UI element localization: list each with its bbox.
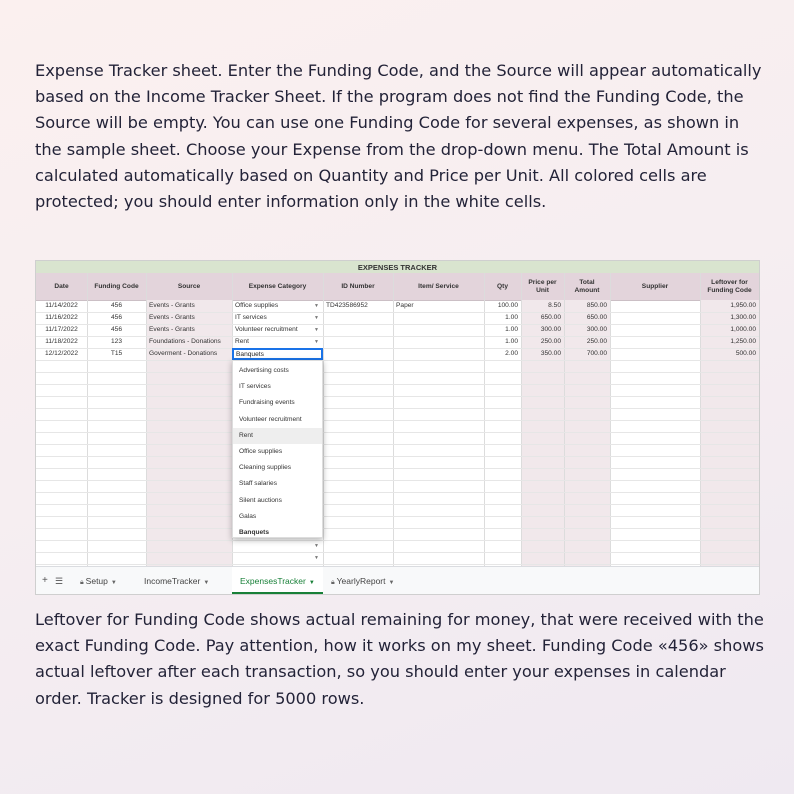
cell-funding-code[interactable]: 456 [110,326,122,333]
dropdown-option[interactable]: Galas [239,512,257,520]
dropdown-arrow-icon[interactable]: ▼ [314,543,319,549]
cell-funding-code[interactable]: 456 [110,314,122,321]
cell-id-number[interactable] [323,348,393,360]
chevron-down-icon[interactable]: ▼ [203,580,210,586]
cell-date[interactable]: 12/12/2022 [44,350,78,357]
dropdown-option[interactable]: Silent auctions [239,496,282,504]
sheet-tab-yearlyreport[interactable] [331,567,394,595]
cell-qty[interactable]: 2.00 [505,350,518,357]
cell-supplier[interactable] [610,300,700,312]
lock-icon: 🔒︎ [331,579,337,586]
cell-total-amount[interactable]: 250.00 [586,338,607,345]
chevron-down-icon[interactable]: ▼ [110,580,117,586]
cell-price-per-unit[interactable]: 250.00 [540,338,561,345]
cell-leftover[interactable]: 1,950.00 [730,302,756,309]
sheet-tab-label: ExpensesTracker [240,576,306,586]
header-id-number: ID Number [341,282,375,290]
dropdown-option[interactable]: Rent [233,428,322,444]
cell-leftover[interactable]: 1,250.00 [730,338,756,345]
cell-price-per-unit[interactable]: 8.50 [548,302,561,309]
cell-leftover[interactable]: 1,000.00 [730,326,756,333]
cell-item-service[interactable] [393,324,484,336]
header-item-service: Item/ Service [418,282,459,290]
dropdown-option[interactable]: Advertising costs [239,367,289,374]
cell-qty[interactable]: 100.00 [497,302,518,309]
header-source: Source [177,282,201,290]
cell-source[interactable]: Events - Grants [149,302,195,309]
cell-date[interactable]: 11/14/2022 [45,302,78,309]
header-supplier: Supplier [641,282,669,290]
dropdown-arrow-icon[interactable]: ▼ [314,315,319,321]
header-leftover: Leftover for Funding Code [707,278,752,294]
sheet-tab-label: IncomeTracker [144,576,201,586]
dropdown-arrow-icon[interactable]: ▼ [314,555,319,561]
dropdown-option[interactable]: Cleaning supplies [239,464,292,472]
cell-item-service[interactable]: Paper [396,302,414,309]
cell-id-number[interactable] [323,336,393,348]
cell-total-amount[interactable]: 850.00 [586,302,607,309]
cell-funding-code[interactable]: T15 [110,350,123,357]
cell-expense-category[interactable]: Volunteer recruitment [235,326,298,333]
dropdown-option[interactable]: IT services [239,383,271,391]
cell-total-amount[interactable]: 700.00 [586,350,607,357]
cell-source[interactable]: Events - Grants [149,326,195,333]
header-funding-code: Funding Code [94,282,139,290]
cell-item-service[interactable] [393,312,484,324]
cell-item-service[interactable] [393,348,484,360]
cell-source[interactable]: Events - Grants [149,314,195,321]
cell-qty[interactable]: 1.00 [505,314,518,321]
active-cell-expense-category[interactable]: Banquets [232,348,323,360]
cell-qty[interactable]: 1.00 [505,326,518,333]
cell-id-number[interactable]: TD423586952 [326,302,368,309]
cell-supplier[interactable] [610,336,700,348]
sheet-title: EXPENSES TRACKER [36,261,759,273]
add-sheet-icon[interactable]: + [42,575,48,586]
all-sheets-icon[interactable]: ☰ [55,576,64,586]
header-price-per-unit: Price per Unit [528,278,557,294]
sheet-tab-incometracker[interactable] [144,567,209,595]
header-date: Date [54,282,69,290]
sheet-tab-bar [36,566,759,595]
cell-supplier[interactable] [610,324,700,336]
expense-category-dropdown[interactable] [232,360,323,538]
dropdown-option[interactable]: Volunteer recruitment [239,415,302,423]
intro-paragraph: Expense Tracker sheet. Enter the Funding Code, and the Source will appear automatically based on the Income Tracker Sheet. If the program does not find the Funding Code, the Source will be empty. You can use one Funding Code for several expenses, as shown in the sample sheet. Choose your Expense from the drop-down menu. The Total Amount is calculated automatically based on Quantity and Price per Unit. All colored cells are protected; you should enter information only in the white cells. [35,61,762,212]
lock-icon: 🔒︎ [80,579,86,586]
cell-source[interactable]: Goverment - Donations [149,350,218,357]
dropdown-option[interactable]: Banquets [239,528,270,536]
header-expense-category: Expense Category [248,282,307,290]
cell-supplier[interactable] [610,348,700,360]
cell-leftover[interactable]: 500.00 [735,350,756,357]
chevron-down-icon[interactable]: ▼ [308,580,315,586]
cell-id-number[interactable] [323,324,393,336]
cell-item-service[interactable] [393,336,484,348]
header-qty: Qty [497,282,508,290]
cell-funding-code[interactable]: 456 [110,302,122,309]
dropdown-option[interactable]: Fundraising events [239,399,295,407]
cell-qty[interactable]: 1.00 [505,338,518,345]
chevron-down-icon[interactable]: ▼ [388,580,395,586]
cell-date[interactable]: 11/18/2022 [45,338,78,345]
table-row [36,552,759,565]
cell-id-number[interactable] [323,312,393,324]
cell-source[interactable]: Foundations - Donations [149,338,221,345]
dropdown-arrow-icon[interactable]: ▼ [314,327,319,333]
sheet-tab-setup[interactable] [80,567,117,595]
sheet-tab-label: YearlyReport [336,576,386,586]
cell-price-per-unit[interactable]: 350.00 [540,350,561,357]
cell-total-amount[interactable]: 650.00 [586,314,607,321]
spreadsheet [35,260,760,595]
dropdown-arrow-icon[interactable]: ▼ [314,303,319,309]
header-row [36,273,759,301]
cell-date[interactable]: 11/17/2022 [45,326,78,333]
cell-date[interactable]: 11/16/2022 [45,314,78,321]
cell-price-per-unit[interactable]: 650.00 [540,314,561,321]
cell-funding-code[interactable]: 123 [110,338,122,345]
dropdown-option[interactable]: Staff salaries [239,480,277,488]
cell-supplier[interactable] [610,312,700,324]
cell-total-amount[interactable]: 300.00 [586,326,607,333]
cell-expense-category[interactable]: Rent [235,338,249,345]
cell-expense-category[interactable]: Office supplies [235,302,279,309]
footer-paragraph: Leftover for Funding Code shows actual remaining for money, that were received with the exact Funding Code. Pay attention, how it works on my sheet. Funding Code «456» shows actual leftover after each transaction, so you should enter your expenses in calendar order. Tracker is designed for 5000 rows. [35,610,764,708]
dropdown-option[interactable]: Office supplies [239,447,283,455]
header-total-amount: Total Amount [574,278,600,294]
cell-expense-category[interactable]: IT services [235,314,267,321]
cell-leftover[interactable]: 1,300.00 [730,314,756,321]
sheet-tab-label: Setup [85,576,108,586]
cell-price-per-unit[interactable]: 300.00 [540,326,561,333]
sheet-tab-expensestracker[interactable] [232,567,323,595]
dropdown-arrow-icon[interactable]: ▼ [314,339,319,345]
